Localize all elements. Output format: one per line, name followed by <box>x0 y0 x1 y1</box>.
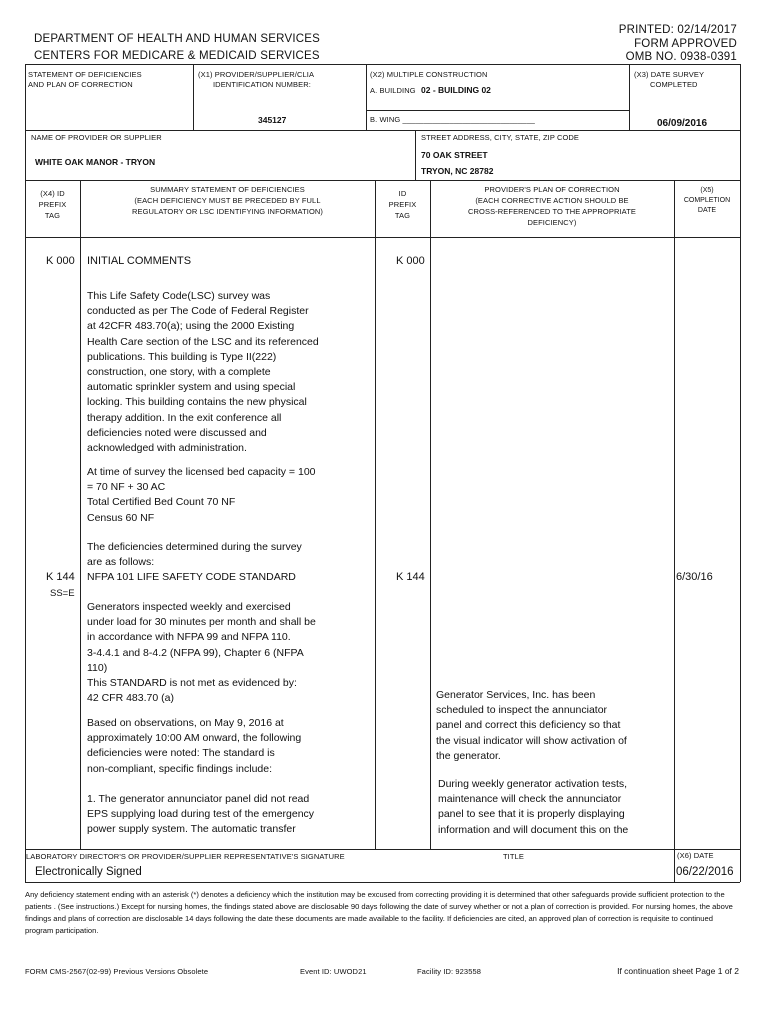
generator-requirement: Generators inspected weekly and exercised under load for 30 minutes per month and shall be in accordance with NFPA 99 and NFPA 110. 3-4.4.1 and 8-4.2 (NFPA 99), Chapter 6 (NFPA 110) This STANDARD is not met as evidenced by: 42 CFR 483.70 (a) <box>87 601 316 705</box>
summary-header: SUMMARY STATEMENT OF DEFICIENCIES (EACH DEFICIENCY MUST BE PRECEDED BY FULL REGULATORY OR LSC IDENTIFYING INFORMATION) <box>131 185 324 216</box>
x6-date-label: (X6) DATE <box>677 851 714 860</box>
tag-k000-right: K 000 <box>396 255 425 267</box>
nfpa-title: NFPA 101 LIFE SAFETY CODE STANDARD <box>87 571 296 583</box>
form-number: FORM CMS-2567(02-99) Previous Versions Obsolete <box>25 967 209 976</box>
rule <box>25 882 740 883</box>
x1-label: (X1) PROVIDER/SUPPLIER/CLIA <box>198 70 315 79</box>
printed-date: PRINTED: 02/14/2017 <box>618 24 737 36</box>
rule <box>25 64 26 882</box>
provider-name: WHITE OAK MANOR - TRYON <box>35 157 156 167</box>
tag-k144-right: K 144 <box>396 571 425 583</box>
signature-value: Electronically Signed <box>35 866 142 878</box>
omb-number: OMB NO. 0938-0391 <box>625 51 737 63</box>
rule <box>674 849 675 882</box>
finding-1: 1. The generator annunciator panel did not read EPS supplying load during test of the emergency power supply system. The automatic transfer <box>87 793 315 836</box>
tag-k000-left: K 000 <box>46 255 75 267</box>
x2-label: (X2) MULTIPLE CONSTRUCTION <box>370 70 488 79</box>
statement-label: STATEMENT OF DEFICIENCIES <box>28 70 142 79</box>
provider-id-number: 345127 <box>258 115 287 125</box>
x5-header: (X5) COMPLETION DATE <box>683 187 731 214</box>
continuation-note: If continuation sheet Page 1 of 2 <box>617 966 739 976</box>
x3-label-2: COMPLETED <box>650 80 698 89</box>
street-address: 70 OAK STREET <box>421 150 488 160</box>
rule <box>25 180 740 181</box>
completion-date: 6/30/16 <box>676 571 713 583</box>
event-id: Event ID: UWOD21 <box>300 967 367 976</box>
disclosure-note: Any deficiency statement ending with an asterisk (*) denotes a deficiency which the institution may be excused from correcting providing it is determined that other safeguards provide sufficient protection to the patients . (See instructions.) Except for nursing homes, the findings stated above are disclosable 90 days following the date of survey whether or not a plan of correction is provided. For nursing homes, the above findings and plans of correction are disclosable 14 days following the date these documents are made available to the facility. If deficiencies are cited, an approved plan of correction is requisite to continued program participation. <box>25 890 733 935</box>
rule <box>375 180 376 849</box>
rule <box>193 64 194 130</box>
plan-correction-2: During weekly generator activation tests, maintenance will check the annunciator panel to see that it is properly displaying information and will document this on the <box>438 778 629 836</box>
signature-label: LABORATORY DIRECTOR'S OR PROVIDER/SUPPLIER REPRESENTATIVE'S SIGNATURE <box>26 852 345 861</box>
rule <box>674 180 675 849</box>
agency-name: CENTERS FOR MEDICARE & MEDICAID SERVICES <box>34 50 320 62</box>
x3-label: (X3) DATE SURVEY <box>634 70 705 79</box>
rule <box>25 64 740 65</box>
id-header: ID PREFIX TAG <box>388 189 417 220</box>
facility-id: Facility ID: 923558 <box>417 967 482 976</box>
rule <box>629 64 630 130</box>
rule <box>740 64 741 882</box>
survey-description: This Life Safety Code(LSC) survey was conducted as per The Code of Federal Register at 42CFR 483.70(a); using the 2000 Existing Health Care section of the LSC and its referenced publications. This building is Type II(222) construction, one story, with a complete automatic sprinkler system and using special locking. This building contains the new physical therapy addition. In the exit conference all deficiencies noted were discussed and acknowledged with administration. <box>87 290 319 455</box>
signature-date: 06/22/2016 <box>676 866 734 878</box>
observation-findings: Based on observations, on May 9, 2016 at approximately 10:00 AM onward, the following deficiencies were noted: The standard is non-compliant, specific findings include: <box>87 717 302 775</box>
rule <box>430 180 431 849</box>
plan-header: PROVIDER'S PLAN OF CORRECTION (EACH CORRECTIVE ACTION SHOULD BE CROSS-REFERENCED TO THE APPROPRIATE DEFICIENCY) <box>468 185 636 227</box>
survey-completed-date: 06/09/2016 <box>657 118 708 129</box>
wing-label: B. WING _______________________________ <box>370 115 535 124</box>
deficiencies-intro: The deficiencies determined during the survey are as follows: <box>87 541 302 569</box>
x1-label-2: IDENTIFICATION NUMBER: <box>213 80 311 89</box>
rule <box>25 130 740 131</box>
department-name: DEPARTMENT OF HEALTH AND HUMAN SERVICES <box>34 33 320 45</box>
initial-comments-title: INITIAL COMMENTS <box>87 255 192 267</box>
provider-name-label: NAME OF PROVIDER OR SUPPLIER <box>31 133 162 142</box>
x4-header: (X4) ID PREFIX TAG <box>38 189 67 220</box>
plan-correction-1: Generator Services, Inc. has been scheduled to inspect the annunciator panel and correct this deficiency so that the visual indicator will show activation of the generator. <box>436 689 627 762</box>
severity-scope: SS=E <box>50 588 75 599</box>
rule <box>80 180 81 849</box>
rule <box>366 64 367 130</box>
tag-k144-left: K 144 <box>46 571 75 583</box>
rule <box>25 849 740 850</box>
rule <box>415 130 416 180</box>
city-state-zip: TRYON, NC 28782 <box>421 166 494 176</box>
title-label: TITLE <box>503 852 524 861</box>
building-value: 02 - BUILDING 02 <box>421 85 491 95</box>
building-label: A. BUILDING <box>370 86 416 95</box>
rule <box>25 237 740 238</box>
rule <box>366 110 629 111</box>
bed-capacity: At time of survey the licensed bed capacity = 100 = 70 NF + 30 AC Total Certified Bed Count 70 NF Census 60 NF <box>87 466 316 524</box>
address-label: STREET ADDRESS, CITY, STATE, ZIP CODE <box>421 133 580 142</box>
form-approved: FORM APPROVED <box>634 38 737 50</box>
statement-label-2: AND PLAN OF CORRECTION <box>28 80 133 89</box>
